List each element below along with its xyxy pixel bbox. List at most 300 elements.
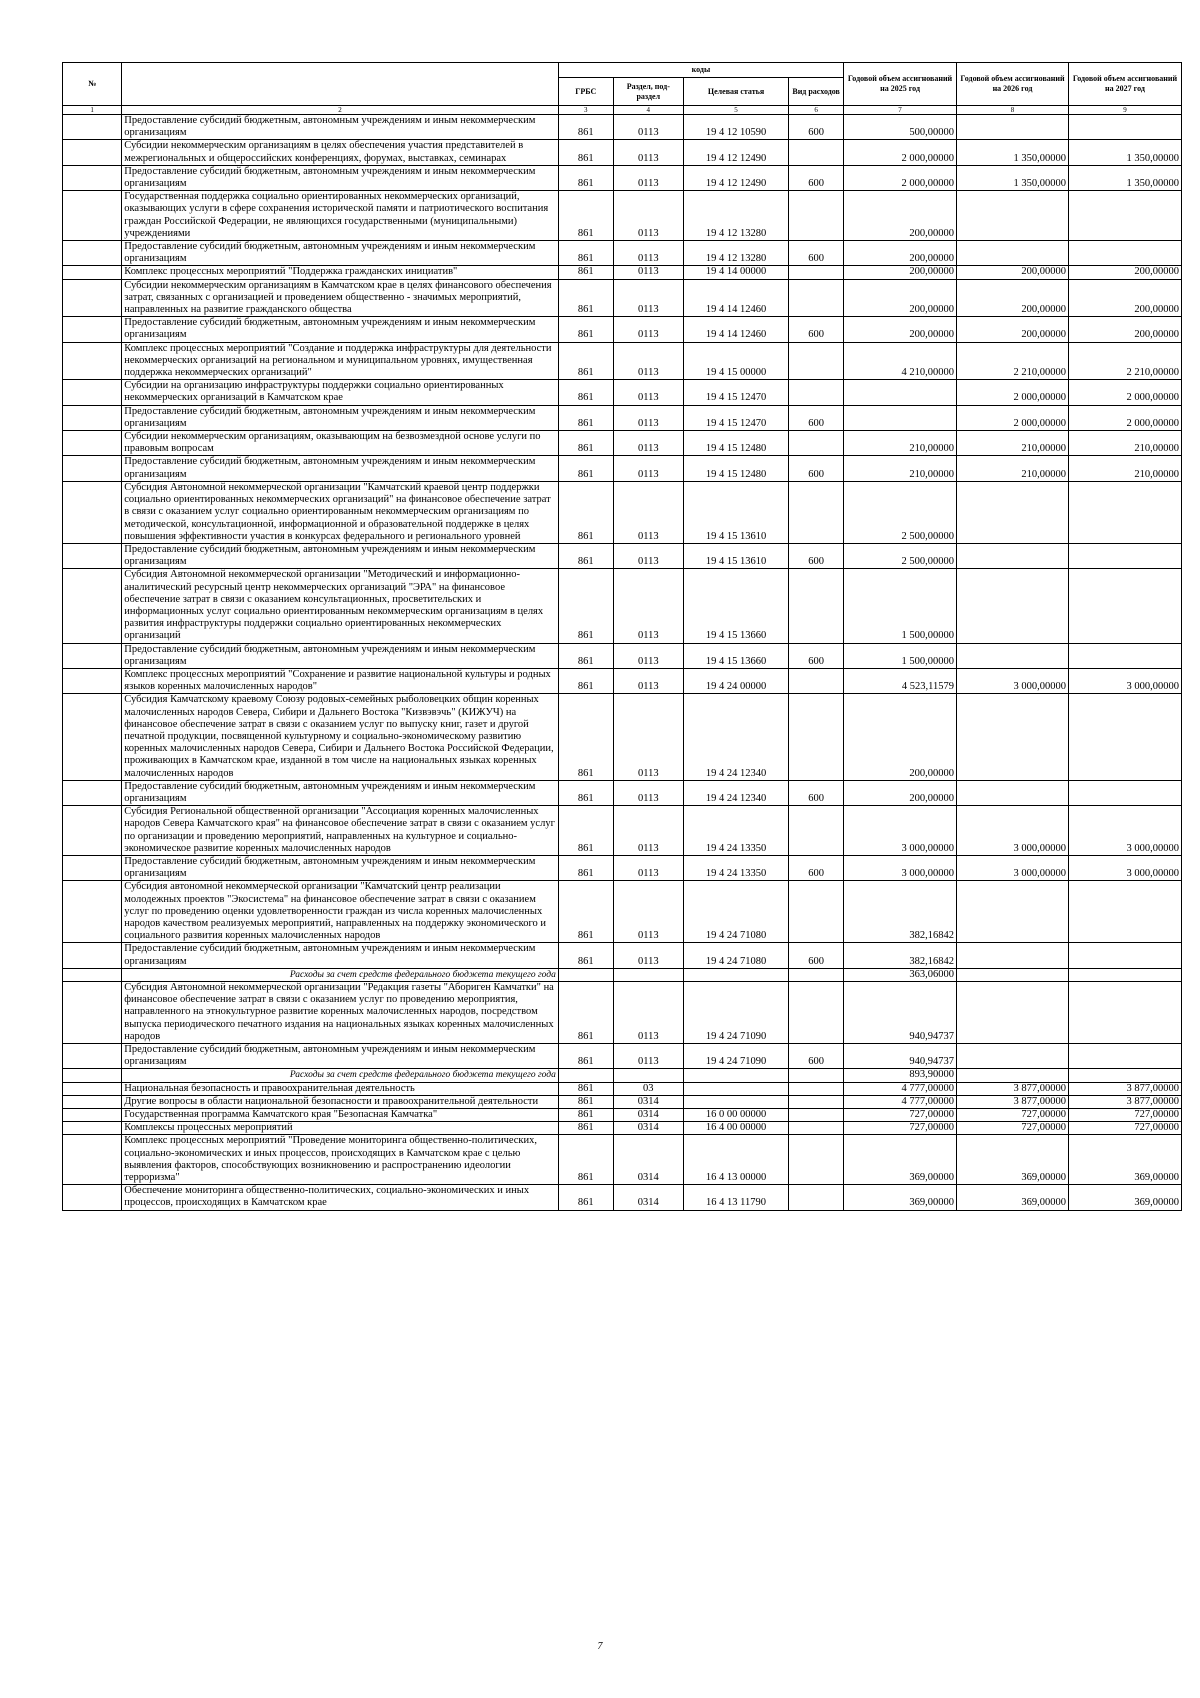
expense-type-code — [789, 1135, 844, 1185]
section-code: 0113 — [613, 241, 683, 266]
num-cell — [63, 855, 122, 880]
federal-budget-row — [63, 1069, 1182, 1082]
grbs-code: 861 — [558, 1185, 613, 1210]
num-cell — [63, 1095, 122, 1108]
num-cell — [63, 380, 122, 405]
section-code: 0113 — [613, 694, 683, 780]
amount-2026: 2 000,00000 — [957, 405, 1069, 430]
colnum-7: 7 — [844, 106, 957, 115]
amount-2025: 382,16842 — [844, 943, 957, 968]
amount-2027 — [1068, 115, 1181, 140]
table-row — [63, 780, 1182, 805]
header-target-article: Целевая статья — [683, 78, 788, 106]
target-article-code: 19 4 24 71080 — [683, 943, 788, 968]
table-row — [63, 569, 1182, 643]
num-cell — [63, 1044, 122, 1069]
section-code: 0113 — [613, 569, 683, 643]
amount-2026: 3 877,00000 — [957, 1082, 1069, 1095]
amount-2027: 2 000,00000 — [1068, 380, 1181, 405]
section-code: 0113 — [613, 481, 683, 543]
amount-2027: 200,00000 — [1068, 279, 1181, 317]
target-article-code: 19 4 12 13280 — [683, 241, 788, 266]
target-article-code: 19 4 15 13660 — [683, 643, 788, 668]
amount-2027: 3 877,00000 — [1068, 1095, 1181, 1108]
amount-2026 — [957, 543, 1069, 568]
amount-2027 — [1068, 481, 1181, 543]
grbs-code — [558, 1069, 613, 1082]
target-article-code: 19 4 14 12460 — [683, 279, 788, 317]
item-name: Расходы за счет средств федерального бюджета текущего года — [122, 1069, 559, 1082]
amount-2027 — [1068, 543, 1181, 568]
item-name: Субсидия Автономной некоммерческой организации "Методический и информационно-аналитический ресурсный центр некоммерческих организаций "ЭРА" на финансовое обеспечение затрат в связи с оказанием консультационных, просветительских и информационных услуг социально ориентированным некоммерческим организациям в целях развития инфраструктуры поддержки социально ориентированных некоммерческих организаций — [122, 569, 559, 643]
amount-2027 — [1068, 191, 1181, 241]
num-cell — [63, 191, 122, 241]
expense-type-code: 600 — [789, 780, 844, 805]
item-name: Предоставление субсидий бюджетным, автономным учреждениям и иным некоммерческим организациям — [122, 643, 559, 668]
section-code: 0113 — [613, 943, 683, 968]
table-row — [63, 241, 1182, 266]
budget-table-sheet — [62, 62, 1182, 1211]
target-article-code — [683, 1069, 788, 1082]
num-cell — [63, 968, 122, 981]
amount-2025: 940,94737 — [844, 982, 957, 1044]
expense-type-code: 600 — [789, 317, 844, 342]
grbs-code: 861 — [558, 1095, 613, 1108]
amount-2026 — [957, 881, 1069, 943]
amount-2027: 200,00000 — [1068, 317, 1181, 342]
table-row — [63, 543, 1182, 568]
amount-2025: 727,00000 — [844, 1109, 957, 1122]
item-name: Предоставление субсидий бюджетным, автономным учреждениям и иным некоммерческим организациям — [122, 1044, 559, 1069]
target-article-code: 19 4 12 13280 — [683, 191, 788, 241]
grbs-code: 861 — [558, 806, 613, 856]
item-name: Субсидия Камчатскому краевому Союзу родовых-семейных рыболовецких общин коренных малочисленных народов Севера, Сибири и Дальнего Востока "Кизвэвэчь" (КИЖУЧ) на финансовое обеспечение затрат в связи с оказанием услуг по выпуску книг, газет и другой печатной продукции, посвященной культурному и социально-экономическому развитию коренных малочисленных народов Севера, Сибири и Дальнего Востока Российской Федерации, проживающих в Камчатском крае, изданной в том числе на национальных языках коренных малочисленных народов — [122, 694, 559, 780]
colnum-9: 9 — [1068, 106, 1181, 115]
target-article-code: 19 4 12 12490 — [683, 140, 788, 165]
table-row — [63, 1109, 1182, 1122]
item-name: Предоставление субсидий бюджетным, автономным учреждениям и иным некоммерческим организациям — [122, 241, 559, 266]
num-cell — [63, 881, 122, 943]
amount-2026: 369,00000 — [957, 1185, 1069, 1210]
target-article-code: 19 4 15 13610 — [683, 543, 788, 568]
header-razdel: Раздел, под-раздел — [613, 78, 683, 106]
target-article-code — [683, 968, 788, 981]
table-row — [63, 982, 1182, 1044]
amount-2027 — [1068, 643, 1181, 668]
section-code — [613, 1069, 683, 1082]
item-name: Другие вопросы в области национальной безопасности и правоохранительной деятельности — [122, 1095, 559, 1108]
num-cell — [63, 982, 122, 1044]
expense-type-code — [789, 1095, 844, 1108]
amount-2026: 3 877,00000 — [957, 1095, 1069, 1108]
amount-2025: 2 000,00000 — [844, 165, 957, 190]
table-row — [63, 165, 1182, 190]
header-name-blank — [122, 63, 559, 106]
expense-type-code: 600 — [789, 1044, 844, 1069]
table-row — [63, 317, 1182, 342]
budget-table — [62, 62, 1182, 1211]
item-name: Комплекс процессных мероприятий "Проведение мониторинга общественно-политических, социально-экономических и иных процессов, происходящих в Камчатском крае с целью выявления факторов, способствующих возникновению и распространению идеологии терроризма" — [122, 1135, 559, 1185]
grbs-code: 861 — [558, 1044, 613, 1069]
item-name: Комплекс процессных мероприятий "Поддержка гражданских инициатив" — [122, 266, 559, 279]
num-cell — [63, 481, 122, 543]
amount-2026: 727,00000 — [957, 1122, 1069, 1135]
expense-type-code — [789, 342, 844, 380]
item-name: Субсидия автономной некоммерческой организации "Камчатский центр реализации молодежных проектов "Экосистема" на финансовое обеспечение затрат в связи с оказанием услуг по проведению оценки удовлетворенности граждан из числа коренных малочисленных народов качеством реализуемых мероприятий, направленных на поддержку экономического и социального развития коренных малочисленных народов — [122, 881, 559, 943]
section-code: 0113 — [613, 456, 683, 481]
table-row — [63, 643, 1182, 668]
grbs-code: 861 — [558, 982, 613, 1044]
amount-2026 — [957, 481, 1069, 543]
section-code: 0113 — [613, 855, 683, 880]
table-row — [63, 1082, 1182, 1095]
num-cell — [63, 569, 122, 643]
section-code: 0113 — [613, 668, 683, 693]
amount-2025: 4 210,00000 — [844, 342, 957, 380]
amount-2025: 893,90000 — [844, 1069, 957, 1082]
amount-2026 — [957, 569, 1069, 643]
expense-type-code: 600 — [789, 943, 844, 968]
expense-type-code — [789, 1122, 844, 1135]
section-code: 0314 — [613, 1135, 683, 1185]
amount-2025: 382,16842 — [844, 881, 957, 943]
amount-2027 — [1068, 694, 1181, 780]
section-code: 0113 — [613, 266, 683, 279]
item-name: Предоставление субсидий бюджетным, автономным учреждениям и иным некоммерческим организациям — [122, 543, 559, 568]
header-year-2026: Годовой объем ассигнований на 2026 год — [957, 63, 1069, 106]
target-article-code: 19 4 14 12460 — [683, 317, 788, 342]
amount-2027 — [1068, 569, 1181, 643]
item-name: Субсидия Автономной некоммерческой организации "Камчатский краевой центр поддержки социально ориентированных некоммерческих организаций" на финансовое обеспечение затрат в связи с оказанием услуг социально ориентированным некоммерческим организациям по методической, консультационной, информационной и образовательной поддержке в целях повышения эффективности участия в конкурсах федерального и регионального уровней — [122, 481, 559, 543]
section-code: 03 — [613, 1082, 683, 1095]
table-row — [63, 1095, 1182, 1108]
num-cell — [63, 405, 122, 430]
amount-2027: 727,00000 — [1068, 1109, 1181, 1122]
colnum-3: 3 — [558, 106, 613, 115]
amount-2026 — [957, 241, 1069, 266]
expense-type-code — [789, 431, 844, 456]
expense-type-code — [789, 1109, 844, 1122]
table-row — [63, 191, 1182, 241]
expense-type-code — [789, 982, 844, 1044]
amount-2026: 2 000,00000 — [957, 380, 1069, 405]
amount-2027 — [1068, 881, 1181, 943]
item-name: Субсидии некоммерческим организациям в целях обеспечения участия представителей в межрегиональных и общероссийских конференциях, форумах, выставках, семинарах — [122, 140, 559, 165]
expense-type-code — [789, 569, 844, 643]
header-expense-type: Вид расходов — [789, 78, 844, 106]
target-article-code: 19 4 24 71080 — [683, 881, 788, 943]
num-cell — [63, 943, 122, 968]
num-cell — [63, 668, 122, 693]
target-article-code: 19 4 24 12340 — [683, 780, 788, 805]
amount-2026 — [957, 982, 1069, 1044]
amount-2026 — [957, 115, 1069, 140]
table-row — [63, 1185, 1182, 1210]
grbs-code: 861 — [558, 643, 613, 668]
amount-2027: 210,00000 — [1068, 456, 1181, 481]
section-code: 0113 — [613, 380, 683, 405]
target-article-code: 19 4 15 12470 — [683, 380, 788, 405]
section-code: 0314 — [613, 1109, 683, 1122]
amount-2026: 3 000,00000 — [957, 806, 1069, 856]
amount-2027: 1 350,00000 — [1068, 140, 1181, 165]
target-article-code: 16 0 00 00000 — [683, 1109, 788, 1122]
item-name: Государственная поддержка социально ориентированных некоммерческих организаций, оказывающих услуги в сфере сохранения исторической памяти и патриотического воспитания граждан Российской Федерации, не являющихся государственными (муниципальными) учреждениями — [122, 191, 559, 241]
amount-2027: 727,00000 — [1068, 1122, 1181, 1135]
grbs-code: 861 — [558, 266, 613, 279]
colnum-5: 5 — [683, 106, 788, 115]
amount-2025: 369,00000 — [844, 1185, 957, 1210]
item-name: Предоставление субсидий бюджетным, автономным учреждениям и иным некоммерческим организациям — [122, 780, 559, 805]
amount-2026 — [957, 780, 1069, 805]
table-row — [63, 694, 1182, 780]
amount-2026 — [957, 1044, 1069, 1069]
section-code: 0113 — [613, 431, 683, 456]
amount-2026: 1 350,00000 — [957, 140, 1069, 165]
grbs-code: 861 — [558, 317, 613, 342]
item-name: Комплексы процессных мероприятий — [122, 1122, 559, 1135]
target-article-code: 16 4 13 00000 — [683, 1135, 788, 1185]
grbs-code: 861 — [558, 165, 613, 190]
target-article-code: 16 4 00 00000 — [683, 1122, 788, 1135]
num-cell — [63, 694, 122, 780]
num-cell — [63, 1185, 122, 1210]
item-name: Субсидии на организацию инфраструктуры поддержки социально ориентированных некоммерческих организаций в Камчатском крае — [122, 380, 559, 405]
target-article-code — [683, 1082, 788, 1095]
header-year-2025: Годовой объем ассигнований на 2025 год — [844, 63, 957, 106]
item-name: Субсидия Региональной общественной организации "Ассоциация коренных малочисленных народов Севера Камчатского края" на финансовое обеспечение затрат в связи с оказанием услуг по организации и проведению мероприятий, направленных на культурное и социально-экономическое развитие коренных малочисленных народов — [122, 806, 559, 856]
expense-type-code: 600 — [789, 855, 844, 880]
amount-2025 — [844, 380, 957, 405]
amount-2025: 1 500,00000 — [844, 643, 957, 668]
amount-2025: 200,00000 — [844, 191, 957, 241]
amount-2027 — [1068, 780, 1181, 805]
header-codes: коды — [558, 63, 843, 78]
amount-2025: 4 523,11579 — [844, 668, 957, 693]
section-code: 0314 — [613, 1185, 683, 1210]
target-article-code: 19 4 24 13350 — [683, 855, 788, 880]
target-article-code: 19 4 15 12470 — [683, 405, 788, 430]
amount-2027 — [1068, 968, 1181, 981]
target-article-code: 19 4 24 71090 — [683, 982, 788, 1044]
amount-2027: 200,00000 — [1068, 266, 1181, 279]
section-code: 0113 — [613, 780, 683, 805]
amount-2025: 500,00000 — [844, 115, 957, 140]
expense-type-code — [789, 968, 844, 981]
federal-budget-row — [63, 968, 1182, 981]
item-name: Предоставление субсидий бюджетным, автономным учреждениям и иным некоммерческим организациям — [122, 165, 559, 190]
table-row — [63, 380, 1182, 405]
section-code: 0113 — [613, 165, 683, 190]
grbs-code: 861 — [558, 279, 613, 317]
amount-2026 — [957, 191, 1069, 241]
amount-2026 — [957, 694, 1069, 780]
target-article-code: 19 4 15 00000 — [683, 342, 788, 380]
grbs-code: 861 — [558, 1135, 613, 1185]
amount-2025: 200,00000 — [844, 279, 957, 317]
grbs-code: 861 — [558, 855, 613, 880]
amount-2026: 1 350,00000 — [957, 165, 1069, 190]
amount-2025: 363,06000 — [844, 968, 957, 981]
colnum-1: 1 — [63, 106, 122, 115]
amount-2025: 210,00000 — [844, 431, 957, 456]
amount-2027 — [1068, 943, 1181, 968]
table-row — [63, 481, 1182, 543]
section-code — [613, 968, 683, 981]
table-row — [63, 405, 1182, 430]
expense-type-code — [789, 481, 844, 543]
amount-2027: 3 000,00000 — [1068, 668, 1181, 693]
num-cell — [63, 140, 122, 165]
amount-2025: 200,00000 — [844, 694, 957, 780]
target-article-code: 19 4 24 00000 — [683, 668, 788, 693]
num-cell — [63, 643, 122, 668]
section-code: 0113 — [613, 191, 683, 241]
amount-2027: 369,00000 — [1068, 1185, 1181, 1210]
amount-2026: 200,00000 — [957, 266, 1069, 279]
amount-2025: 200,00000 — [844, 241, 957, 266]
target-article-code: 19 4 24 13350 — [683, 806, 788, 856]
amount-2025: 3 000,00000 — [844, 855, 957, 880]
target-article-code: 19 4 15 13610 — [683, 481, 788, 543]
amount-2027 — [1068, 241, 1181, 266]
amount-2026: 200,00000 — [957, 317, 1069, 342]
num-cell — [63, 1082, 122, 1095]
amount-2025: 940,94737 — [844, 1044, 957, 1069]
num-cell — [63, 780, 122, 805]
section-code: 0113 — [613, 643, 683, 668]
expense-type-code — [789, 191, 844, 241]
item-name: Предоставление субсидий бюджетным, автономным учреждениям и иным некоммерческим организациям — [122, 405, 559, 430]
page-number: 7 — [597, 1641, 603, 1652]
section-code: 0113 — [613, 115, 683, 140]
num-cell — [63, 115, 122, 140]
table-row — [63, 342, 1182, 380]
target-article-code: 19 4 24 71090 — [683, 1044, 788, 1069]
expense-type-code: 600 — [789, 405, 844, 430]
num-cell — [63, 431, 122, 456]
grbs-code: 861 — [558, 943, 613, 968]
amount-2025: 4 777,00000 — [844, 1095, 957, 1108]
amount-2025: 2 500,00000 — [844, 481, 957, 543]
table-row — [63, 1135, 1182, 1185]
grbs-code: 861 — [558, 405, 613, 430]
table-row — [63, 279, 1182, 317]
colnum-6: 6 — [789, 106, 844, 115]
table-row — [63, 266, 1182, 279]
target-article-code: 19 4 15 12480 — [683, 431, 788, 456]
header-grbs: ГРБС — [558, 78, 613, 106]
expense-type-code — [789, 140, 844, 165]
table-row — [63, 1122, 1182, 1135]
amount-2027: 369,00000 — [1068, 1135, 1181, 1185]
num-cell — [63, 1135, 122, 1185]
grbs-code: 861 — [558, 668, 613, 693]
amount-2025 — [844, 405, 957, 430]
grbs-code: 861 — [558, 1082, 613, 1095]
section-code: 0314 — [613, 1095, 683, 1108]
expense-type-code — [789, 1185, 844, 1210]
num-cell — [63, 266, 122, 279]
target-article-code: 19 4 15 12480 — [683, 456, 788, 481]
amount-2027 — [1068, 982, 1181, 1044]
grbs-code: 861 — [558, 241, 613, 266]
grbs-code: 861 — [558, 191, 613, 241]
expense-type-code — [789, 266, 844, 279]
section-code: 0113 — [613, 881, 683, 943]
grbs-code: 861 — [558, 115, 613, 140]
table-row — [63, 668, 1182, 693]
table-row — [63, 806, 1182, 856]
section-code: 0314 — [613, 1122, 683, 1135]
table-row — [63, 140, 1182, 165]
num-cell — [63, 1109, 122, 1122]
section-code: 0113 — [613, 279, 683, 317]
num-cell — [63, 317, 122, 342]
expense-type-code — [789, 668, 844, 693]
grbs-code: 861 — [558, 1109, 613, 1122]
item-name: Комплекс процессных мероприятий "Создание и поддержка инфраструктуры для деятельности некоммерческих организаций на региональном и муниципальном уровнях, имущественная поддержка некоммерческих организаций" — [122, 342, 559, 380]
section-code: 0113 — [613, 543, 683, 568]
section-code: 0113 — [613, 405, 683, 430]
amount-2026: 200,00000 — [957, 279, 1069, 317]
expense-type-code — [789, 694, 844, 780]
header-year-2027: Годовой объем ассигнований на 2027 год — [1068, 63, 1181, 106]
expense-type-code — [789, 380, 844, 405]
amount-2025: 4 777,00000 — [844, 1082, 957, 1095]
colnum-8: 8 — [957, 106, 1069, 115]
amount-2027: 1 350,00000 — [1068, 165, 1181, 190]
item-name: Предоставление субсидий бюджетным, автономным учреждениям и иным некоммерческим организациям — [122, 855, 559, 880]
amount-2026: 727,00000 — [957, 1109, 1069, 1122]
expense-type-code — [789, 1069, 844, 1082]
item-name: Предоставление субсидий бюджетным, автономным учреждениям и иным некоммерческим организациям — [122, 456, 559, 481]
table-row — [63, 431, 1182, 456]
section-code: 0113 — [613, 317, 683, 342]
target-article-code — [683, 1095, 788, 1108]
table-row — [63, 456, 1182, 481]
amount-2025: 210,00000 — [844, 456, 957, 481]
grbs-code: 861 — [558, 481, 613, 543]
section-code: 0113 — [613, 806, 683, 856]
grbs-code: 861 — [558, 780, 613, 805]
num-cell — [63, 543, 122, 568]
grbs-code — [558, 968, 613, 981]
num-cell — [63, 165, 122, 190]
amount-2026 — [957, 1069, 1069, 1082]
expense-type-code — [789, 881, 844, 943]
colnum-2: 2 — [122, 106, 559, 115]
expense-type-code: 600 — [789, 115, 844, 140]
table-row — [63, 115, 1182, 140]
table-row — [63, 1044, 1182, 1069]
amount-2027: 2 210,00000 — [1068, 342, 1181, 380]
num-cell — [63, 279, 122, 317]
item-name: Субсидия Автономной некоммерческой организации "Редакция газеты "Абориген Камчатки" на финансовое обеспечение затрат в связи с оказанием услуг по проведению мероприятия, направленного на этнокультурное развитие коренных малочисленных народов, посредством выпуска периодического печатного издания на национальных языках коренных малочисленных народов — [122, 982, 559, 1044]
amount-2025: 369,00000 — [844, 1135, 957, 1185]
amount-2025: 200,00000 — [844, 780, 957, 805]
grbs-code: 861 — [558, 380, 613, 405]
num-cell — [63, 1122, 122, 1135]
target-article-code: 19 4 14 00000 — [683, 266, 788, 279]
amount-2027: 2 000,00000 — [1068, 405, 1181, 430]
expense-type-code — [789, 806, 844, 856]
amount-2026: 369,00000 — [957, 1135, 1069, 1185]
num-cell — [63, 456, 122, 481]
amount-2026 — [957, 943, 1069, 968]
amount-2026: 3 000,00000 — [957, 668, 1069, 693]
item-name: Расходы за счет средств федерального бюджета текущего года — [122, 968, 559, 981]
